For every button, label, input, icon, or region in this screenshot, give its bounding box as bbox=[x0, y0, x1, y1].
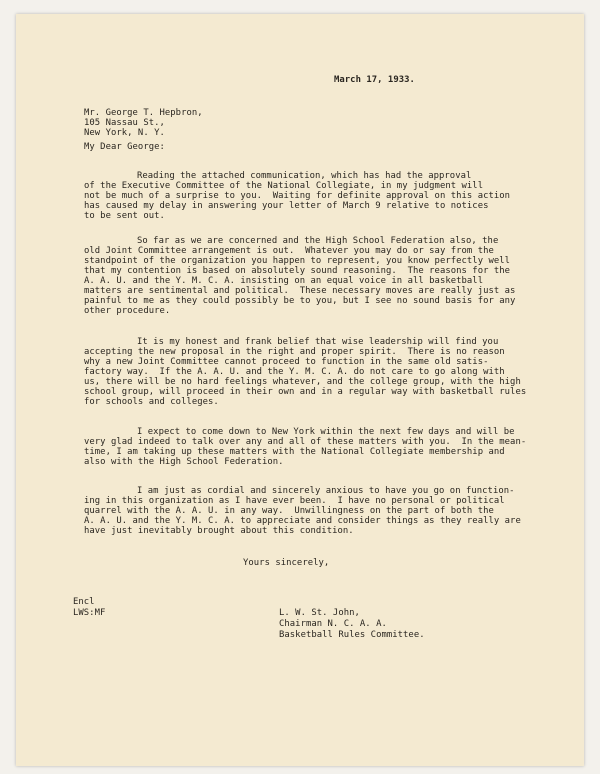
paragraph-1-line: not be much of a surprise to you. Waiting for definite approval on this action bbox=[84, 191, 511, 201]
paragraph-4-line: I expect to come down to New York within the next few days and will be bbox=[137, 427, 515, 437]
recipient-street: 105 Nassau St., bbox=[84, 118, 165, 128]
paragraph-1-line: Reading the attached communication, which has had the approval bbox=[137, 171, 472, 181]
paragraph-4-line: very glad indeed to talk over any and all of these matters with you. In the mean- bbox=[84, 437, 527, 447]
typist-initials: LWS:MF bbox=[73, 608, 106, 618]
paragraph-4-line: time, I am taking up these matters with the National Collegiate membership and bbox=[84, 447, 505, 457]
enclosure-note: Encl bbox=[73, 597, 95, 607]
letter-date: March 17, 1933. bbox=[334, 75, 415, 85]
paragraph-3-line: us, there will be no hard feelings whatever, and the college group, with the high bbox=[84, 377, 521, 387]
paragraph-5-line: I am just as cordial and sincerely anxious to have you go on function- bbox=[137, 486, 515, 496]
paragraph-2-line: standpoint of the organization you happen to represent, you know perfectly well bbox=[84, 256, 511, 266]
paragraph-3-line: factory way. If the A. A. U. and the Y. M. C. A. do not care to go along with bbox=[84, 367, 505, 377]
greeting: My Dear George: bbox=[84, 142, 165, 152]
signer-name: L. W. St. John, bbox=[279, 608, 360, 618]
closing: Yours sincerely, bbox=[243, 558, 330, 568]
paragraph-3-line: school group, will proceed in their own and in a regular way with basketball rules bbox=[84, 387, 527, 397]
recipient-city: New York, N. Y. bbox=[84, 128, 165, 138]
paragraph-2-line: old Joint Committee arrangement is out. Whatever you may do or say from the bbox=[84, 246, 494, 256]
paragraph-3-line: for schools and colleges. bbox=[84, 397, 219, 407]
paragraph-3-line: why a new Joint Committee cannot proceed to function in the same old satis- bbox=[84, 357, 489, 367]
paragraph-5-line: A. A. U. and the Y. M. C. A. to appreciate and consider things as they really are bbox=[84, 516, 521, 526]
paragraph-1-line: to be sent out. bbox=[84, 211, 165, 221]
paragraph-5-line: quarrel with the A. A. U. in any way. Unwillingness on the part of both the bbox=[84, 506, 494, 516]
signer-committee: Basketball Rules Committee. bbox=[279, 630, 425, 640]
recipient-name: Mr. George T. Hepbron, bbox=[84, 108, 203, 118]
signer-title: Chairman N. C. A. A. bbox=[279, 619, 387, 629]
paragraph-2-line: matters are sentimental and political. These necessary moves are really just as bbox=[84, 286, 516, 296]
paragraph-2-line: that my contention is based on absolutely sound reasoning. The reasons for the bbox=[84, 266, 511, 276]
paragraph-1-line: has caused my delay in answering your letter of March 9 relative to notices bbox=[84, 201, 489, 211]
paragraph-3-line: It is my honest and frank belief that wise leadership will find you bbox=[137, 337, 499, 347]
paragraph-5-line: ing in this organization as I have ever been. I have no personal or political bbox=[84, 496, 505, 506]
paragraph-4-line: also with the High School Federation. bbox=[84, 457, 284, 467]
paragraph-3-line: accepting the new proposal in the right and proper spirit. There is no reason bbox=[84, 347, 505, 357]
paragraph-2-line: painful to me as they could possibly be to you, but I see no sound basis for any bbox=[84, 296, 516, 306]
paragraph-2-line: A. A. U. and the Y. M. C. A. insisting on an equal voice in all basketball bbox=[84, 276, 484, 286]
paragraph-2-line: So far as we are concerned and the High School Federation also, the bbox=[137, 236, 499, 246]
paragraph-5-line: have just inevitably brought about this condition. bbox=[84, 526, 354, 536]
letter-page bbox=[16, 14, 584, 766]
paragraph-1-line: of the Executive Committee of the National Collegiate, in my judgment will bbox=[84, 181, 484, 191]
paragraph-2-line: other procedure. bbox=[84, 306, 171, 316]
